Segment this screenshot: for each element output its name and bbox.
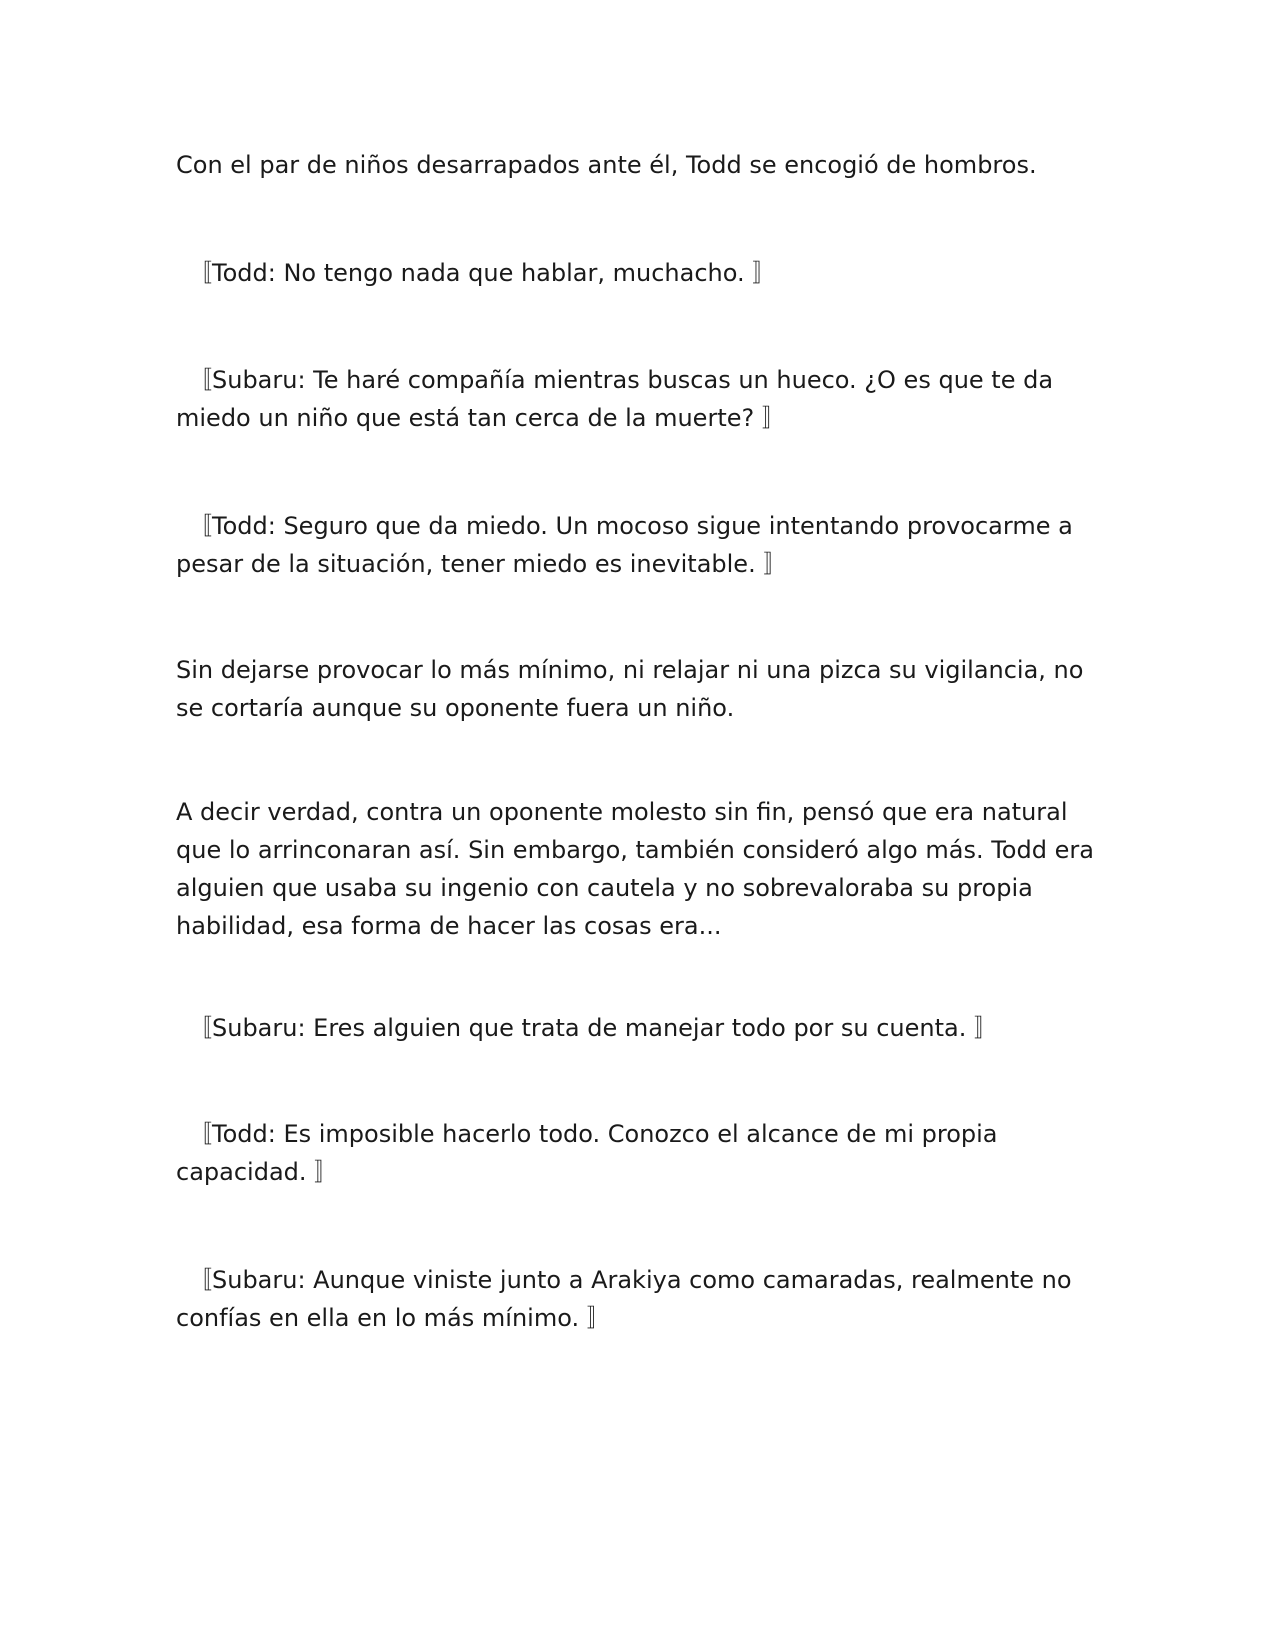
dialogue-paragraph: 〚Subaru: Te haré compañía mientras buscas un hueco. ¿O es que te da miedo un niño que está tan cerca de la muerte? 〛 (176, 366, 1054, 432)
dialogue-paragraph: 〚Todd: No tengo nada que hablar, muchacho. 〛 (188, 259, 777, 287)
dialogue-paragraph: 〚Todd: Es imposible hacerlo todo. Conozco el alcance de mi propia capacidad. 〛 (176, 1120, 998, 1186)
dialogue-paragraph: 〚Todd: Seguro que da miedo. Un mocoso sigue intentando provocarme a pesar de la situación, tener miedo es inevitable. 〛 (176, 512, 1073, 578)
dialogue-paragraph: 〚Subaru: Eres alguien que trata de manejar todo por su cuenta. 〛 (188, 1014, 998, 1042)
narration-paragraph: Con el par de niños desarrapados ante él, Todd se encogió de hombros. (176, 151, 1037, 179)
narration-paragraph: Sin dejarse provocar lo más mínimo, ni relajar ni una pizca su vigilancia, no se cortaría aunque su oponente fuera un niño. (176, 656, 1084, 722)
dialogue-paragraph: 〚Subaru: Aunque viniste junto a Arakiya como camaradas, realmente no confías en ella en lo más mínimo. 〛 (176, 1266, 1072, 1332)
narration-paragraph: A decir verdad, contra un oponente molesto sin fin, pensó que era natural que lo arrinconaran así. Sin embargo, también consideró algo más. Todd era alguien que usaba su ingenio con cautela y no sobrevaloraba su propia habilidad, esa forma de hacer las cosas era... (176, 798, 1094, 940)
